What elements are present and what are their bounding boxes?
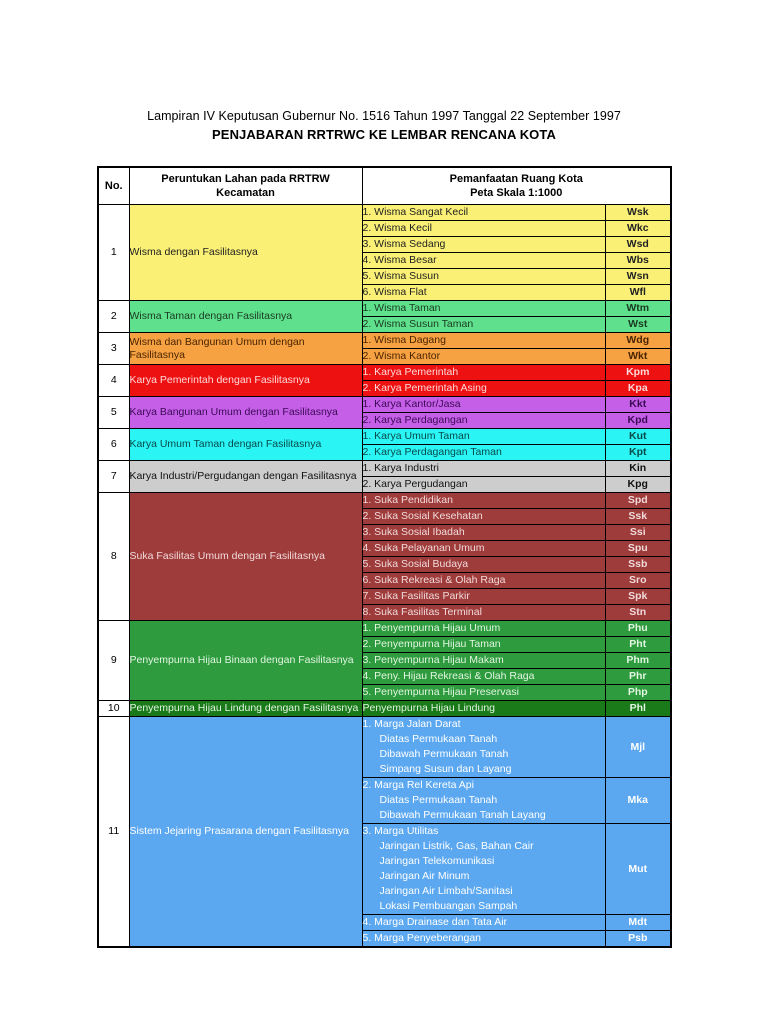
- table-row: [98, 717, 671, 733]
- zone-code-cell: Wst: [605, 317, 671, 333]
- table-row: [98, 493, 671, 509]
- zone-code-cell: Spk: [605, 589, 671, 605]
- space-utilization-cell: 2. Karya Perdagangan Taman: [362, 445, 605, 461]
- rrtrw-mapping-table: [97, 166, 672, 948]
- space-utilization-cell: Diatas Permukaan Tanah: [362, 793, 605, 808]
- space-utilization-cell: 8. Suka Fasilitas Terminal: [362, 605, 605, 621]
- document-subtitle: Lampiran IV Keputusan Gubernur No. 1516 Tahun 1997 Tanggal 22 September 1997: [147, 109, 621, 123]
- space-utilization-cell: 2. Suka Sosial Kesehatan: [362, 509, 605, 525]
- table-row: [98, 333, 671, 349]
- zone-code-cell: Phl: [605, 701, 671, 717]
- land-use-description-cell: Wisma dan Bangunan Umum dengan Fasilitasnya: [129, 333, 362, 365]
- column-header-peruntukan-line2: Kecamatan: [216, 187, 275, 199]
- zone-code-cell: Psb: [605, 931, 671, 948]
- zone-code-cell: Kpg: [605, 477, 671, 493]
- zone-code-cell: Kkt: [605, 397, 671, 413]
- space-utilization-cell: 1. Karya Industri: [362, 461, 605, 477]
- space-utilization-cell: 4. Wisma Besar: [362, 253, 605, 269]
- zone-code-cell: Mdt: [605, 915, 671, 931]
- space-utilization-cell: Diatas Permukaan Tanah: [362, 732, 605, 747]
- column-header-pemanfaatan-line2: Peta Skala 1:1000: [470, 187, 563, 199]
- space-utilization-cell: 2. Karya Perdagangan: [362, 413, 605, 429]
- table-body: [98, 205, 671, 948]
- column-header-peruntukan: [129, 167, 362, 205]
- land-use-description-cell: Sistem Jejaring Prasarana dengan Fasilitasnya: [129, 717, 362, 948]
- zone-code-cell: Wbs: [605, 253, 671, 269]
- space-utilization-cell: Jaringan Air Minum: [362, 869, 605, 884]
- row-number-cell: 6: [98, 429, 129, 461]
- row-number-cell: 11: [98, 717, 129, 948]
- zone-code-cell: Wsn: [605, 269, 671, 285]
- zone-code-cell: Wkt: [605, 349, 671, 365]
- land-use-description-cell: Karya Industri/Pergudangan dengan Fasilitasnya: [129, 461, 362, 493]
- space-utilization-cell: 6. Wisma Flat: [362, 285, 605, 301]
- table-row: [98, 461, 671, 477]
- row-number-cell: 8: [98, 493, 129, 621]
- table-row: [98, 429, 671, 445]
- land-use-description-cell: Penyempurna Hijau Lindung dengan Fasilitasnya: [129, 701, 362, 717]
- column-header-pemanfaatan-line1: Pemanfaatan Ruang Kota: [449, 173, 583, 185]
- space-utilization-cell: 3. Penyempurna Hijau Makam: [362, 653, 605, 669]
- space-utilization-cell: Simpang Susun dan Layang: [362, 762, 605, 778]
- space-utilization-cell: 7. Suka Fasilitas Parkir: [362, 589, 605, 605]
- table-row: [98, 301, 671, 317]
- zone-code-cell: Ssb: [605, 557, 671, 573]
- row-number-cell: 9: [98, 621, 129, 701]
- land-use-description-cell: Wisma Taman dengan Fasilitasnya: [129, 301, 362, 333]
- land-use-description-cell: Karya Bangunan Umum dengan Fasilitasnya: [129, 397, 362, 429]
- zone-code-cell: Ssk: [605, 509, 671, 525]
- column-header-no: No.: [98, 167, 129, 205]
- zone-code-cell: Kpa: [605, 381, 671, 397]
- space-utilization-cell: 4. Peny. Hijau Rekreasi & Olah Raga: [362, 669, 605, 685]
- space-utilization-cell: 2. Marga Rel Kereta Api: [362, 778, 605, 794]
- space-utilization-cell: 3. Wisma Sedang: [362, 237, 605, 253]
- zone-code-cell: Spd: [605, 493, 671, 509]
- table-row: [98, 205, 671, 221]
- table-row: [98, 701, 671, 717]
- zone-code-cell: Spu: [605, 541, 671, 557]
- zone-code-cell: Wsd: [605, 237, 671, 253]
- space-utilization-cell: Dibawah Permukaan Tanah: [362, 747, 605, 762]
- column-header-pemanfaatan: [362, 167, 671, 205]
- space-utilization-cell: 4. Marga Drainase dan Tata Air: [362, 915, 605, 931]
- land-use-description-cell: Karya Pemerintah dengan Fasilitasnya: [129, 365, 362, 397]
- zone-code-cell: Stn: [605, 605, 671, 621]
- zone-code-cell: Wsk: [605, 205, 671, 221]
- space-utilization-cell: 2. Karya Pergudangan: [362, 477, 605, 493]
- space-utilization-cell: 1. Wisma Sangat Kecil: [362, 205, 605, 221]
- space-utilization-cell: 4. Suka Pelayanan Umum: [362, 541, 605, 557]
- space-utilization-cell: Penyempurna Hijau Lindung: [362, 701, 605, 717]
- space-utilization-cell: 1. Wisma Taman: [362, 301, 605, 317]
- zone-code-cell: Pht: [605, 637, 671, 653]
- zone-code-cell: Kpd: [605, 413, 671, 429]
- page-title: PENJABARAN RRTRWC KE LEMBAR RENCANA KOTA: [212, 127, 556, 142]
- zone-code-cell: Ssi: [605, 525, 671, 541]
- table-row: [98, 397, 671, 413]
- row-number-cell: 5: [98, 397, 129, 429]
- space-utilization-cell: Dibawah Permukaan Tanah Layang: [362, 808, 605, 824]
- zone-code-cell: Kpm: [605, 365, 671, 381]
- zone-code-cell: Phr: [605, 669, 671, 685]
- space-utilization-cell: 5. Suka Sosial Budaya: [362, 557, 605, 573]
- column-header-peruntukan-line1: Peruntukan Lahan pada RRTRW: [161, 173, 330, 185]
- space-utilization-cell: 1. Karya Pemerintah: [362, 365, 605, 381]
- space-utilization-cell: 3. Suka Sosial Ibadah: [362, 525, 605, 541]
- space-utilization-cell: Lokasi Pembuangan Sampah: [362, 899, 605, 915]
- zone-code-cell: Mka: [605, 778, 671, 824]
- zone-code-cell: Kpt: [605, 445, 671, 461]
- row-number-cell: 4: [98, 365, 129, 397]
- document-header: [0, 108, 768, 144]
- land-use-description-cell: Karya Umum Taman dengan Fasilitasnya: [129, 429, 362, 461]
- zone-code-cell: Mjl: [605, 717, 671, 778]
- zone-code-cell: Kin: [605, 461, 671, 477]
- space-utilization-cell: Jaringan Telekomunikasi: [362, 854, 605, 869]
- space-utilization-cell: 2. Wisma Kantor: [362, 349, 605, 365]
- zone-code-cell: Wfl: [605, 285, 671, 301]
- space-utilization-cell: 2. Wisma Kecil: [362, 221, 605, 237]
- space-utilization-cell: 2. Karya Pemerintah Asing: [362, 381, 605, 397]
- row-number-cell: 3: [98, 333, 129, 365]
- row-number-cell: 2: [98, 301, 129, 333]
- table-header-row: [98, 167, 671, 205]
- space-utilization-cell: 5. Marga Penyeberangan: [362, 931, 605, 948]
- space-utilization-cell: 1. Karya Kantor/Jasa: [362, 397, 605, 413]
- zone-code-cell: Phu: [605, 621, 671, 637]
- space-utilization-cell: 5. Wisma Susun: [362, 269, 605, 285]
- space-utilization-cell: 1. Karya Umum Taman: [362, 429, 605, 445]
- space-utilization-cell: 1. Penyempurna Hijau Umum: [362, 621, 605, 637]
- space-utilization-cell: 1. Marga Jalan Darat: [362, 717, 605, 733]
- space-utilization-cell: 5. Penyempurna Hijau Preservasi: [362, 685, 605, 701]
- zone-code-cell: Sro: [605, 573, 671, 589]
- zone-code-cell: Phm: [605, 653, 671, 669]
- table-row: [98, 621, 671, 637]
- space-utilization-cell: 2. Wisma Susun Taman: [362, 317, 605, 333]
- row-number-cell: 1: [98, 205, 129, 301]
- space-utilization-cell: 3. Marga Utilitas: [362, 824, 605, 840]
- space-utilization-cell: 2. Penyempurna Hijau Taman: [362, 637, 605, 653]
- land-use-description-cell: Wisma dengan Fasilitasnya: [129, 205, 362, 301]
- land-use-description-cell: Penyempurna Hijau Binaan dengan Fasilitasnya: [129, 621, 362, 701]
- row-number-cell: 7: [98, 461, 129, 493]
- zone-code-cell: Php: [605, 685, 671, 701]
- space-utilization-cell: Jaringan Air Limbah/Sanitasi: [362, 884, 605, 899]
- zone-code-cell: Mut: [605, 824, 671, 915]
- space-utilization-cell: Jaringan Listrik, Gas, Bahan Cair: [362, 839, 605, 854]
- space-utilization-cell: 1. Suka Pendidikan: [362, 493, 605, 509]
- space-utilization-cell: 1. Wisma Dagang: [362, 333, 605, 349]
- zone-code-cell: Kut: [605, 429, 671, 445]
- row-number-cell: 10: [98, 701, 129, 717]
- land-use-description-cell: Suka Fasilitas Umum dengan Fasilitasnya: [129, 493, 362, 621]
- zone-code-cell: Wkc: [605, 221, 671, 237]
- table-row: [98, 365, 671, 381]
- zone-code-cell: Wtm: [605, 301, 671, 317]
- zone-code-cell: Wdg: [605, 333, 671, 349]
- space-utilization-cell: 6. Suka Rekreasi & Olah Raga: [362, 573, 605, 589]
